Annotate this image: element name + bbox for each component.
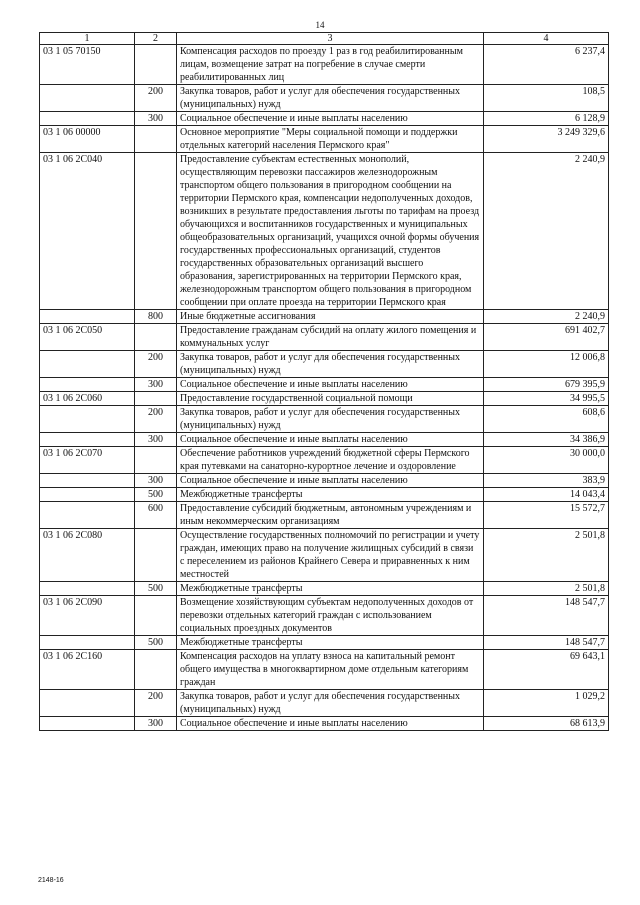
amount-cell: 14 043,4 — [484, 488, 609, 502]
expense-type-cell: 500 — [135, 488, 177, 502]
description-cell: Осуществление государственных полномочий по регистрации и учету граждан, имеющих право на получение жилищных субсидий в связи с переселением из районов Крайнего Севера и приравненных к ним местностей — [177, 529, 484, 582]
amount-cell: 108,5 — [484, 85, 609, 112]
target-code-cell — [40, 582, 135, 596]
table-row — [40, 717, 609, 731]
description-cell: Закупка товаров, работ и услуг для обеспечения государственных (муниципальных) нужд — [177, 351, 484, 378]
expense-type-cell — [135, 126, 177, 153]
expense-type-cell: 500 — [135, 582, 177, 596]
description-cell: Социальное обеспечение и иные выплаты населению — [177, 378, 484, 392]
target-code-cell — [40, 690, 135, 717]
amount-cell: 34 386,9 — [484, 433, 609, 447]
table-row — [40, 351, 609, 378]
target-code-cell — [40, 502, 135, 529]
table-row — [40, 85, 609, 112]
table-row — [40, 582, 609, 596]
expense-type-cell: 800 — [135, 310, 177, 324]
column-header-3: 3 — [177, 33, 484, 45]
table-row — [40, 406, 609, 433]
table-row — [40, 433, 609, 447]
expense-type-cell — [135, 650, 177, 690]
expense-type-cell: 200 — [135, 85, 177, 112]
table-row — [40, 153, 609, 310]
table-row — [40, 474, 609, 488]
column-header-1: 1 — [40, 33, 135, 45]
target-code-cell: 03 1 06 2С050 — [40, 324, 135, 351]
column-header-2: 2 — [135, 33, 177, 45]
amount-cell: 15 572,7 — [484, 502, 609, 529]
expense-type-cell: 300 — [135, 474, 177, 488]
description-cell: Обеспечение работников учреждений бюджетной сферы Пермского края путевками на санаторно-курортное лечение и оздоровление — [177, 447, 484, 474]
description-cell: Межбюджетные трансферты — [177, 488, 484, 502]
expense-type-cell — [135, 529, 177, 582]
target-code-cell: 03 1 06 2С070 — [40, 447, 135, 474]
expense-type-cell — [135, 153, 177, 310]
table-row — [40, 690, 609, 717]
amount-cell: 3 249 329,6 — [484, 126, 609, 153]
description-cell: Социальное обеспечение и иные выплаты населению — [177, 474, 484, 488]
target-code-cell: 03 1 06 2С090 — [40, 596, 135, 636]
table-row — [40, 636, 609, 650]
table-body — [40, 45, 609, 731]
description-cell: Закупка товаров, работ и услуг для обеспечения государственных (муниципальных) нужд — [177, 690, 484, 717]
amount-cell: 608,6 — [484, 406, 609, 433]
description-cell: Закупка товаров, работ и услуг для обеспечения государственных (муниципальных) нужд — [177, 85, 484, 112]
target-code-cell — [40, 378, 135, 392]
target-code-cell — [40, 636, 135, 650]
amount-cell: 383,9 — [484, 474, 609, 488]
target-code-cell: 03 1 06 00000 — [40, 126, 135, 153]
expense-type-cell: 200 — [135, 690, 177, 717]
table-row — [40, 502, 609, 529]
expense-type-cell — [135, 45, 177, 85]
expense-type-cell: 500 — [135, 636, 177, 650]
column-header-4: 4 — [484, 33, 609, 45]
expense-type-cell — [135, 596, 177, 636]
target-code-cell: 03 1 06 2С060 — [40, 392, 135, 406]
target-code-cell: 03 1 06 2С080 — [40, 529, 135, 582]
description-cell: Компенсация расходов на уплату взноса на капитальный ремонт общего имущества в многоквартирном доме отдельным категориям граждан — [177, 650, 484, 690]
amount-cell: 30 000,0 — [484, 447, 609, 474]
table-row — [40, 310, 609, 324]
amount-cell: 6 237,4 — [484, 45, 609, 85]
description-cell: Социальное обеспечение и иные выплаты населению — [177, 717, 484, 731]
target-code-cell — [40, 310, 135, 324]
target-code-cell — [40, 488, 135, 502]
target-code-cell — [40, 406, 135, 433]
target-code-cell — [40, 433, 135, 447]
amount-cell: 12 006,8 — [484, 351, 609, 378]
description-cell: Возмещение хозяйствующим субъектам недополученных доходов от перевозки отдельных категорий граждан с использованием социальных проездных документов — [177, 596, 484, 636]
table-row — [40, 529, 609, 582]
budget-table — [39, 32, 609, 731]
description-cell: Компенсация расходов по проезду 1 раз в год реабилитированным лицам, возмещение затрат на погребение в случае смерти реабилитированных лиц — [177, 45, 484, 85]
table-row — [40, 378, 609, 392]
expense-type-cell: 300 — [135, 112, 177, 126]
table-row — [40, 447, 609, 474]
expense-type-cell: 600 — [135, 502, 177, 529]
amount-cell: 2 240,9 — [484, 310, 609, 324]
amount-cell: 148 547,7 — [484, 596, 609, 636]
amount-cell: 2 501,8 — [484, 529, 609, 582]
table-row — [40, 324, 609, 351]
amount-cell: 1 029,2 — [484, 690, 609, 717]
amount-cell: 34 995,5 — [484, 392, 609, 406]
table-row — [40, 45, 609, 85]
amount-cell: 6 128,9 — [484, 112, 609, 126]
document-footer-code: 2148-16 — [38, 877, 64, 884]
table-row — [40, 596, 609, 636]
description-cell: Основное мероприятие "Меры социальной помощи и поддержки отдельных категорий населения Пермского края" — [177, 126, 484, 153]
target-code-cell: 03 1 06 2С040 — [40, 153, 135, 310]
description-cell: Закупка товаров, работ и услуг для обеспечения государственных (муниципальных) нужд — [177, 406, 484, 433]
amount-cell: 148 547,7 — [484, 636, 609, 650]
description-cell: Предоставление государственной социальной помощи — [177, 392, 484, 406]
description-cell: Предоставление гражданам субсидий на оплату жилого помещения и коммунальных услуг — [177, 324, 484, 351]
target-code-cell: 03 1 05 70150 — [40, 45, 135, 85]
expense-type-cell — [135, 324, 177, 351]
table-header-row — [40, 33, 609, 45]
table-row — [40, 650, 609, 690]
amount-cell: 679 395,9 — [484, 378, 609, 392]
table-row — [40, 126, 609, 153]
table-row — [40, 392, 609, 406]
amount-cell: 2 240,9 — [484, 153, 609, 310]
description-cell: Социальное обеспечение и иные выплаты населению — [177, 433, 484, 447]
expense-type-cell: 300 — [135, 717, 177, 731]
target-code-cell — [40, 474, 135, 488]
amount-cell: 69 643,1 — [484, 650, 609, 690]
description-cell: Социальное обеспечение и иные выплаты населению — [177, 112, 484, 126]
expense-type-cell — [135, 392, 177, 406]
expense-type-cell — [135, 447, 177, 474]
description-cell: Межбюджетные трансферты — [177, 636, 484, 650]
expense-type-cell: 200 — [135, 406, 177, 433]
table-row — [40, 488, 609, 502]
target-code-cell — [40, 351, 135, 378]
amount-cell: 691 402,7 — [484, 324, 609, 351]
expense-type-cell: 300 — [135, 433, 177, 447]
target-code-cell — [40, 717, 135, 731]
description-cell: Межбюджетные трансферты — [177, 582, 484, 596]
amount-cell: 68 613,9 — [484, 717, 609, 731]
page-number: 14 — [315, 20, 325, 30]
target-code-cell: 03 1 06 2С160 — [40, 650, 135, 690]
table-row — [40, 112, 609, 126]
expense-type-cell: 200 — [135, 351, 177, 378]
description-cell: Иные бюджетные ассигнования — [177, 310, 484, 324]
amount-cell: 2 501,8 — [484, 582, 609, 596]
expense-type-cell: 300 — [135, 378, 177, 392]
target-code-cell — [40, 112, 135, 126]
description-cell: Предоставление субъектам естественных монополий, осуществляющим перевозки пассажиров железнодорожным транспортом общего пользования в пригородном сообщении на территории Пермского края, компенсации недополученных доходов, возникших в результате предоставления льготы по тарифам на проезд обучающихся и воспитанников государственных и муниципальных общеобразовательных организаций, учащихся очной формы обучения государственных профессиональных организаций, студентов государственных образовательных организаций высшего образования, зарегистрированных на территории Пермского края, железнодорожным транспортом общего пользования в пригородном сообщении при оплате проезда на территории Пермского края — [177, 153, 484, 310]
description-cell: Предоставление субсидий бюджетным, автономным учреждениям и иным некоммерческим организациям — [177, 502, 484, 529]
target-code-cell — [40, 85, 135, 112]
